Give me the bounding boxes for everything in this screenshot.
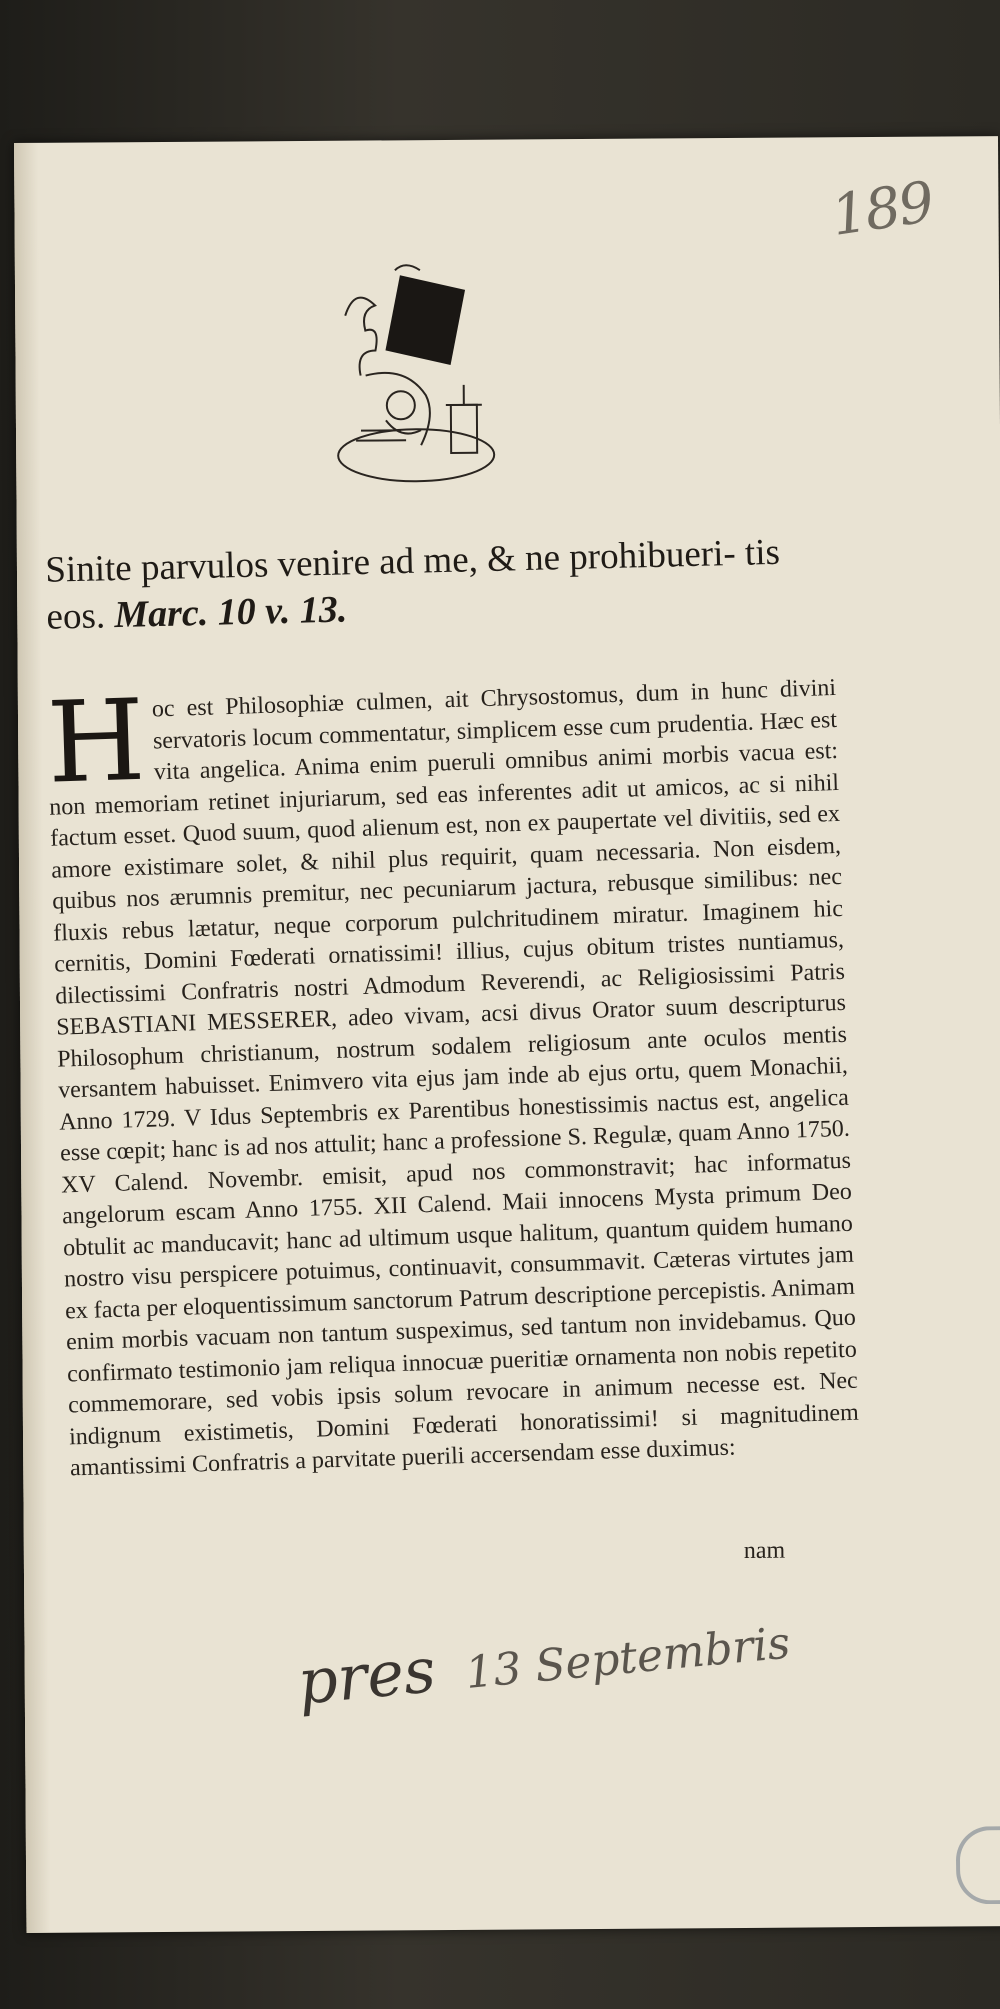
woodcut-vignette (325, 255, 507, 491)
annotation-date: 13 Septembris (463, 1617, 793, 1699)
drop-cap: H (45, 675, 147, 809)
body-text (46, 673, 860, 1485)
annotation-word: pres (294, 1633, 439, 1719)
heading-citation: Marc. 10 v. 13. (113, 588, 348, 637)
page-number: 189 (827, 169, 937, 249)
paper-clip (956, 1826, 1000, 1905)
body-paragraph: oc est Philosophiæ culmen, ait Chrysostomus, dum in hunc divini servatoris locum commentatur, simplicem esse cum prudentia. Hæc est vita angelica. Anima enim pueruli omnibus animi morbis vacua est: non memoriam retinet injuriarum, sed eas inferentes adit ut amicos, ac si nihil factum esset. Quod suum, quod alienum est, non ex paupertate vel divitiis, sed ex amore existimare solet, & nihil plus requirit, quam necessaria. Non eisdem, quibus nos ærumnis premitur, nec pecuniarum jactura, rebusque similibus: nec fluxis rebus lætatur, neque corporum pulchritudinem miratur. Imaginem hic cernitis, Domini Fœderati ornatissimi! illius, cujus obitum tristes nuntiamus, dilectissimi Confratris nostri Admodum Reverendi, ac Religiosissimi Patris SEBASTIANI MESSERER, adeo vivam, acsi divus Orator suum descripturus Philosophum christianum, nostrum sodalem religiosum ante oculos mentis versantem habuisset. Enimvero vita ejus jam inde ab ejus ortu, quem Monachii, Anno 1729. V Idus Septembris ex Parentibus honestissimis nactus est, angelica esse cœpit; hanc is ad nos attulit; hanc a professione S. Regulæ, quam Anno 1750. XV Calend. Novembr. emisit, apud nos commonstravit; hac informatus angelorum escam Anno 1755. XII Calend. Maii innocens Mysta primum Deo obtulit ac manducavit; hanc ad ultimum usque halitum, quantum quidem humano nostro visu perspicere potuimus, continuavit, consummavit. Cæteras virtutes jam ex facta per eloquentissimum sanctorum Patrum descriptione percepistis. Animam enim morbis vacuam non tantum suspeximus, sed tantum non invidebamus. Quo confirmato testimonio jam reliqua innocuæ pueritiæ ornamenta non nobis repetito commemorare, sed vobis ipsis solum revocare in animum necesse est. Nec indignum existimetis, Domini Fœderati honoratissimi! si magnitudinem amantissimi Confratris a parvitate puerili accersendam esse duximus: (48, 674, 860, 1482)
heading-text: Sinite parvulos venire ad me, & ne prohibueri- tis eos. (44, 531, 781, 638)
catchword: nam (743, 1537, 786, 1564)
handwritten-annotation (295, 1600, 793, 1719)
heading (45, 528, 837, 640)
document-page (14, 136, 1000, 1933)
